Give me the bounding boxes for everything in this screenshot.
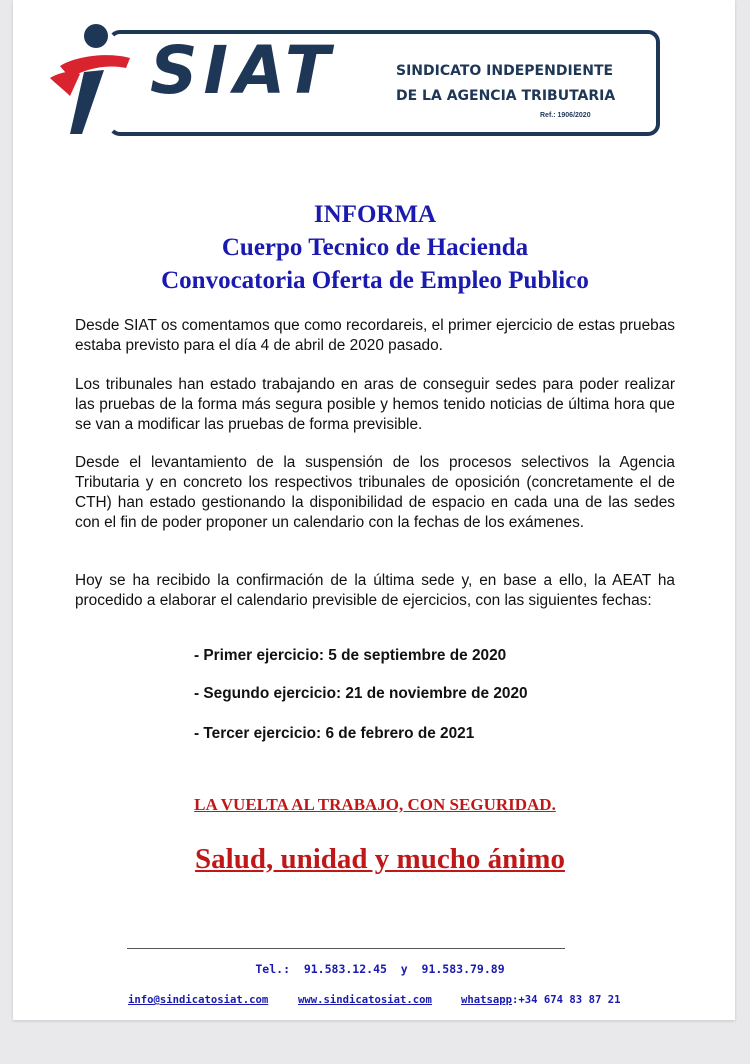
whatsapp-link[interactable]: whatsapp xyxy=(461,994,513,1006)
paragraph-intro: Desde SIAT os comentamos que como recordareis, el primer ejercicio de estas pruebas estaba previsto para el día 4 de abril de 2020 pasado. xyxy=(75,317,675,354)
org-name-line1: SINDICATO INDEPENDIENTE xyxy=(396,63,614,79)
whatsapp-contact xyxy=(461,994,620,1006)
document-title xyxy=(0,198,750,297)
paragraph-confirmacion: Hoy se ha recibido la confirmación de la última sede y, en base a ello, la AEAT ha procedido a elaborar el calendario previsible de ejercicios, con las siguientes fechas: xyxy=(75,572,675,609)
siat-figure-icon xyxy=(46,22,136,140)
title-cuerpo: Cuerpo Tecnico de Hacienda xyxy=(221,234,529,261)
website-link[interactable]: www.sindicatosiat.com xyxy=(298,994,432,1006)
date-tercer-ejercicio: - Tercer ejercicio: 6 de febrero de 2021 xyxy=(194,725,475,742)
paragraph-levantamiento: Desde el levantamiento de la suspensión de los procesos selectivos la Agencia Tributaria y en concreto los respectivos tribunales de oposición (concretamente el de CTH) han estado gestionando la disponibilidad de espacio en cada una de las sedes con el fin de poder proponer un calendario con la fechas de los exámenes. xyxy=(75,454,675,531)
date-primer-ejercicio: - Primer ejercicio: 5 de septiembre de 2020 xyxy=(194,647,507,664)
reference-number: Ref.: 1906/2020 xyxy=(540,112,591,119)
footer-telephone: Tel.: 91.583.12.45 y 91.583.79.89 xyxy=(255,962,505,976)
slogan-salud-unidad: Salud, unidad y mucho ánimo xyxy=(195,843,565,875)
title-convocatoria: Convocatoria Oferta de Empleo Publico xyxy=(161,267,589,294)
paragraph-tribunales: Los tribunales han estado trabajando en aras de conseguir sedes para poder realizar las pruebas de la forma más segura posible y hemos tenido noticias de última hora que se van a modificar las pruebas de forma previsible. xyxy=(75,376,675,433)
whatsapp-number: :+34 674 83 87 21 xyxy=(512,994,621,1006)
date-segundo-ejercicio: - Segundo ejercicio: 21 de noviembre de 2020 xyxy=(194,685,528,702)
title-informa: INFORMA xyxy=(313,201,437,228)
org-name-line2: DE LA AGENCIA TRIBUTARIA xyxy=(396,88,616,104)
logo-wordmark: SIAT xyxy=(150,32,336,109)
slogan-vuelta-trabajo: LA VUELTA AL TRABAJO, CON SEGURIDAD. xyxy=(194,795,556,814)
email-link[interactable]: info@sindicatosiat.com xyxy=(128,994,269,1006)
footer-divider xyxy=(127,948,565,949)
